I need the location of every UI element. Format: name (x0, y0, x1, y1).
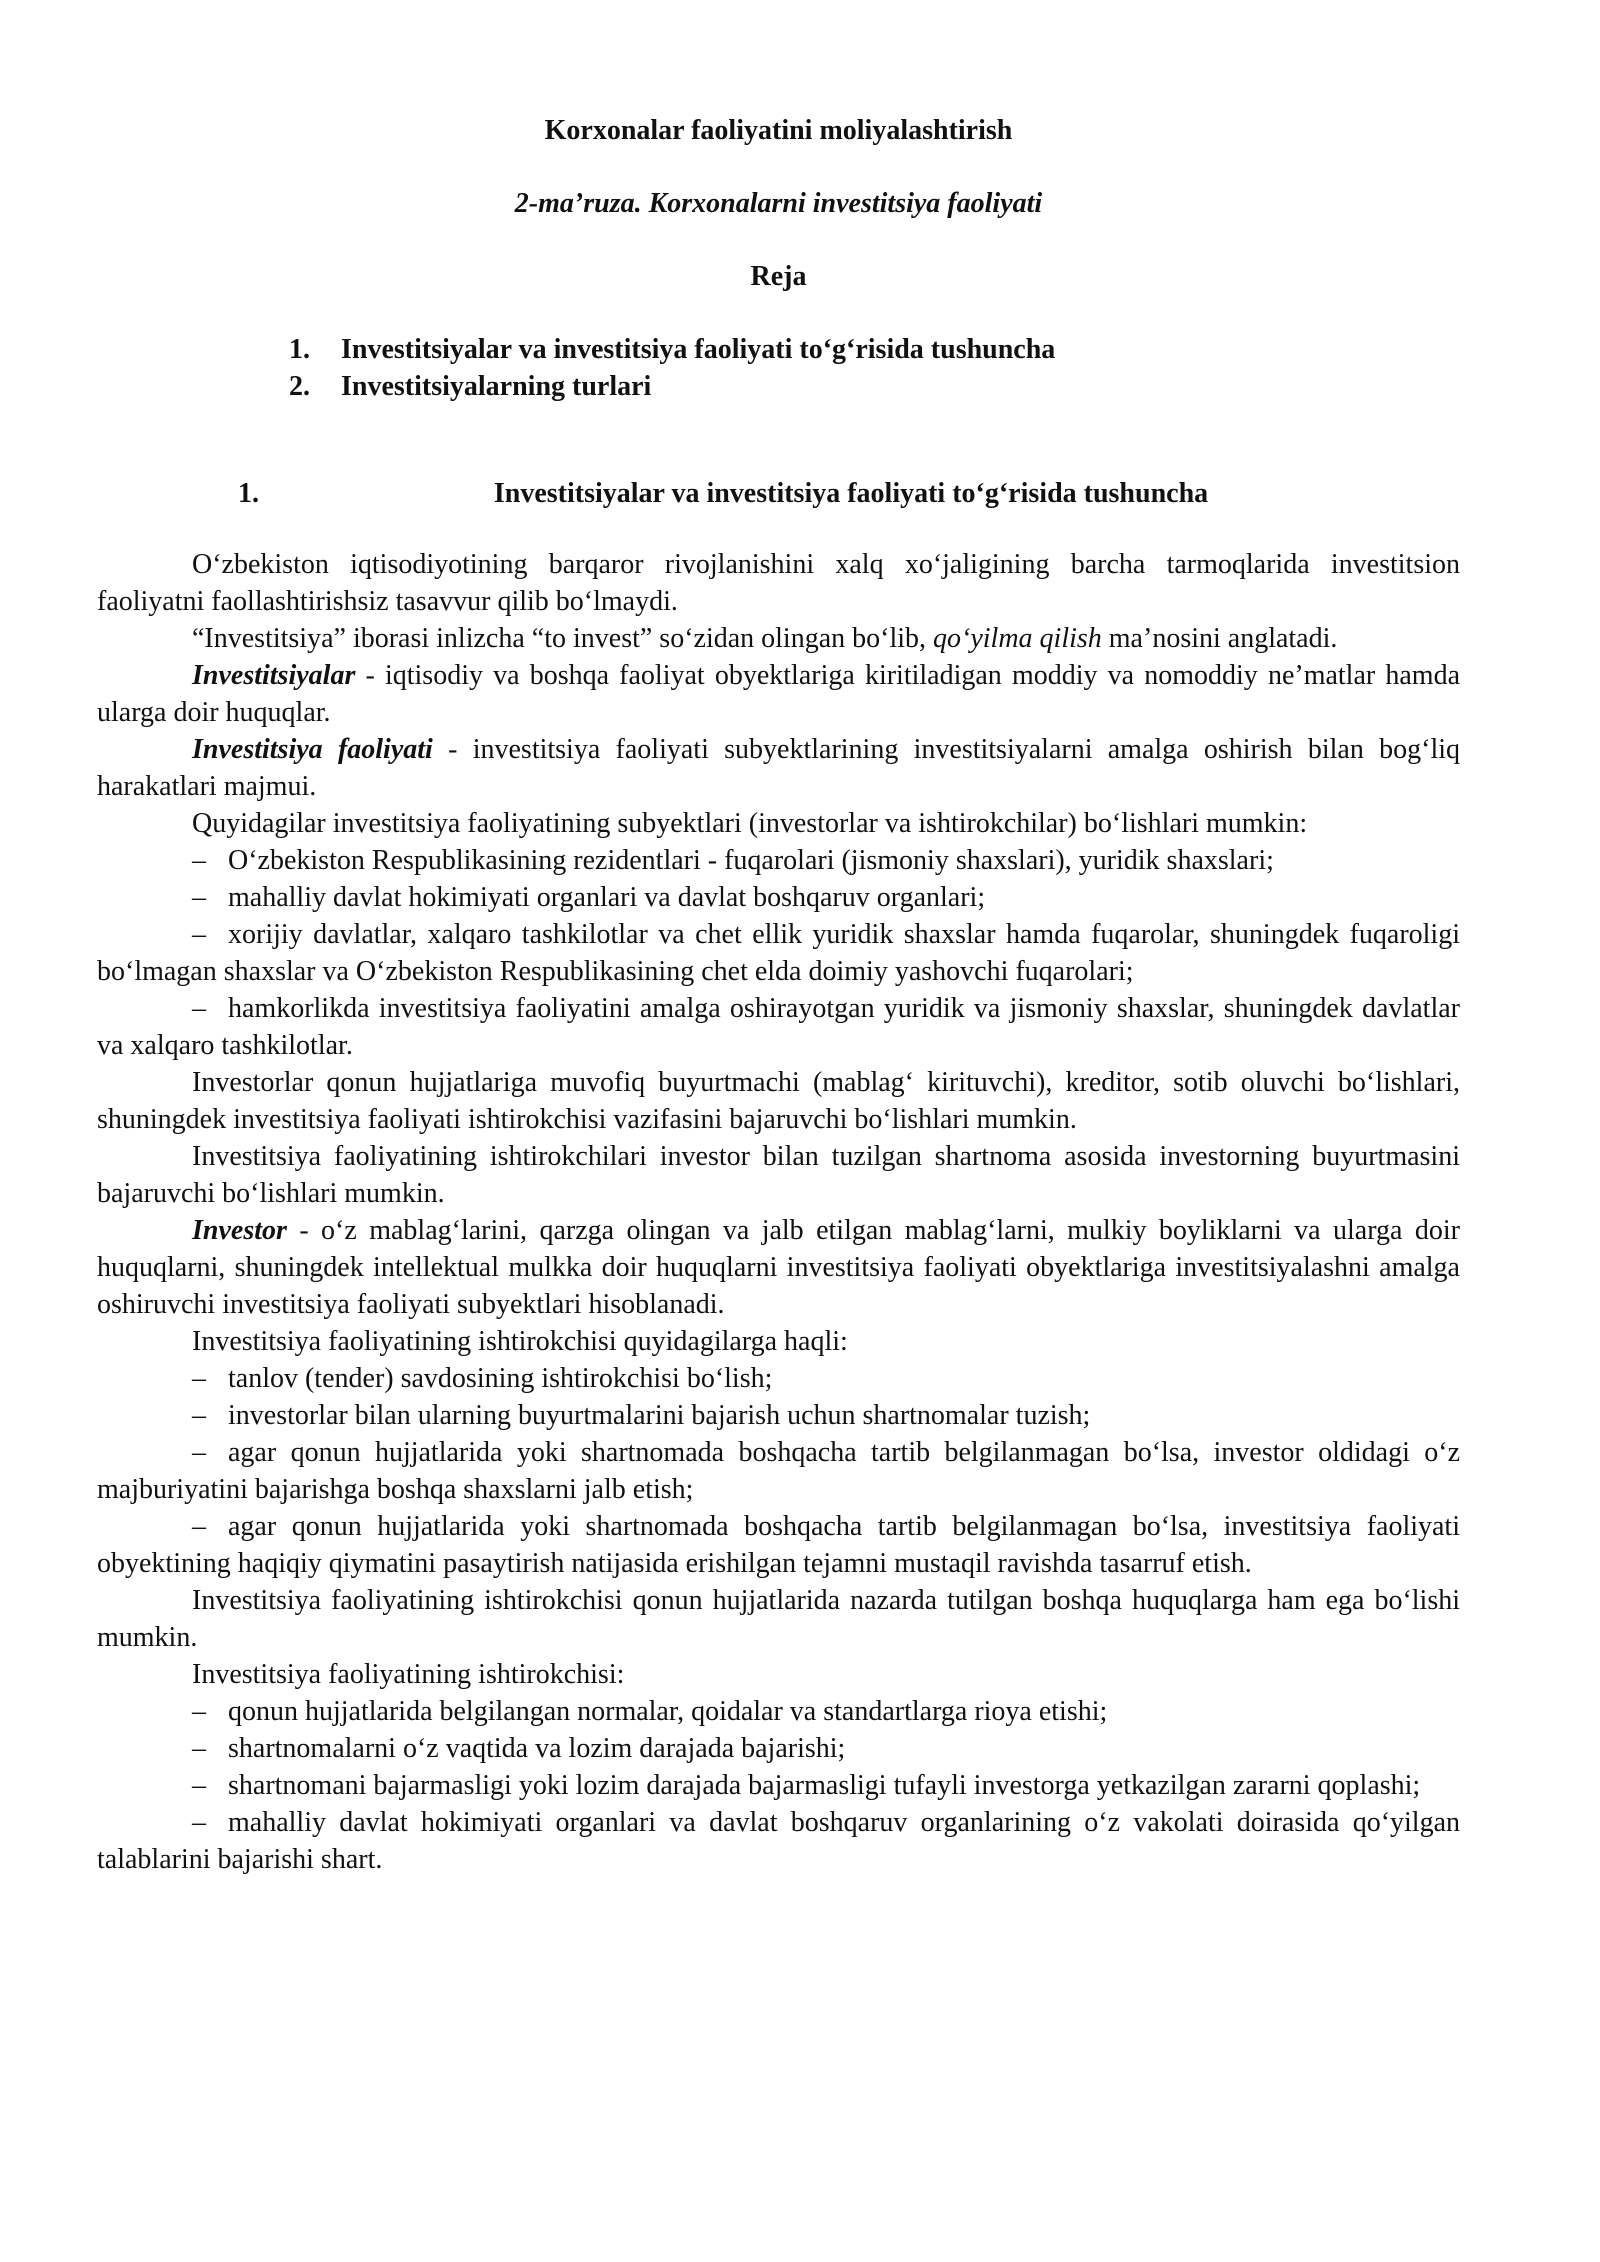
dash-marker: – (192, 993, 206, 1024)
paragraph-text: Investorlar qonun hujjatlariga muvofiq buyurtmachi (mablag‘ kirituvchi), kreditor, sotib oluvchi bo‘lishlari, shuningdek investitsiya faoliyati ishtirokchisi vazifasini bajaruvchi bo‘lishlari mumkin. (97, 1067, 1460, 1135)
dash-marker: – (192, 1696, 206, 1727)
paragraph-text: Investitsiya faoliyatining ishtirokchilari investor bilan tuzilgan shartnoma asosida investorning buyurtmasini bajaruvchi bo‘lishlari mumkin. (97, 1141, 1460, 1209)
plan-item-text: Investitsiyalar va investitsiya faoliyati to‘g‘risida tushuncha (341, 334, 1056, 365)
section-number: 1. (238, 478, 259, 509)
list-item-text: O‘zbekiston Respublikasining rezidentlari - fuqarolari (jismoniy shaxslari), yuridik shaxslari; (228, 845, 1274, 876)
definition-text: - investitsiya faoliyati subyektlarining investitsiyalarni amalga oshirish bilan bog‘liq harakatlari majmui. (97, 734, 1461, 802)
dash-marker: – (192, 1511, 206, 1542)
plan-list (97, 331, 1460, 405)
paragraph-text: ma’nosini anglatadi. (1101, 623, 1338, 654)
list-item-text: mahalliy davlat hokimiyati organlari va davlat boshqaruv organlari; (228, 882, 986, 913)
dash-marker: – (192, 1400, 206, 1431)
list-item (97, 1804, 1460, 1878)
paragraph (97, 1582, 1460, 1656)
list-item (97, 1693, 1460, 1730)
list-item (97, 842, 1460, 879)
dash-marker: – (192, 919, 206, 950)
plan-item (289, 368, 1460, 405)
paragraph (97, 620, 1460, 657)
paragraph-text: Quyidagilar investitsiya faoliyatining subyektlari (investorlar va ishtirokchilar) bo‘lishlari mumkin: (192, 808, 1308, 839)
paragraph-text: Investitsiya faoliyatining ishtirokchisi: (192, 1659, 625, 1690)
list-item (97, 916, 1460, 990)
paragraph (97, 546, 1460, 620)
lecture-subtitle: 2-ma’ruza. Korxonalarni investitsiya faoliyati (514, 188, 1043, 219)
paragraph-text: Investitsiya faoliyatining ishtirokchisi qonun hujjatlarida nazarda tutilgan boshqa huquqlarga ham ega bo‘lishi mumkin. (97, 1585, 1460, 1653)
list-item (97, 1767, 1460, 1804)
list-item-text: mahalliy davlat hokimiyati organlari va davlat boshqaruv organlarining o‘z vakolati doirasida qo‘yilgan talablarini bajarishi shart. (97, 1807, 1460, 1875)
list-item-text: shartnomani bajarmasligi yoki lozim darajada bajarmasligi tufayli investorga yetkazilgan zararni qoplashi; (228, 1770, 1421, 1801)
defined-term: Investitsiya faoliyati (192, 734, 433, 765)
paragraph (97, 1323, 1460, 1360)
plan-heading: Reja (750, 261, 807, 292)
dash-marker: – (192, 1770, 206, 1801)
paragraph (97, 805, 1460, 842)
dash-marker: – (192, 1363, 206, 1394)
italic-term: qo‘yilma qilish (933, 623, 1102, 654)
list-item-text: hamkorlikda investitsiya faoliyatini amalga oshirayotgan yuridik va jismoniy shaxslar, shuningdek davlatlar va xalqaro tashkilotlar. (97, 993, 1460, 1061)
document-body (97, 546, 1460, 1878)
plan-item-text: Investitsiyalarning turlari (341, 371, 652, 402)
paragraph (97, 1656, 1460, 1693)
dash-marker: – (192, 1733, 206, 1764)
list-item (97, 1397, 1460, 1434)
list-item-text: agar qonun hujjatlarida yoki shartnomada boshqacha tartib belgilanmagan bo‘lsa, investitsiya faoliyati obyektining haqiqiy qiymatini pasaytirish natijasida erishilgan tejamni mustaqil ravishda tasarruf etish. (97, 1511, 1460, 1579)
list-item-text: tanlov (tender) savdosining ishtirokchisi bo‘lish; (228, 1363, 773, 1394)
definition-paragraph (97, 657, 1460, 731)
paragraph (97, 1138, 1460, 1212)
plan-item (289, 331, 1460, 368)
definition-paragraph (97, 731, 1460, 805)
document-title: Korxonalar faoliyatini moliyalashtirish (544, 115, 1013, 146)
section-title: Investitsiyalar va investitsiya faoliyati to‘g‘risida tushuncha (493, 478, 1209, 509)
paragraph-text: O‘zbekiston iqtisodiyotining barqaror rivojlanishini xalq xo‘jaligining barcha tarmoqlarida investitsion faoliyatni faollashtirishsiz tasavvur qilib bo‘lmaydi. (97, 549, 1460, 617)
dash-marker: – (192, 1807, 206, 1838)
list-item (97, 1434, 1460, 1508)
paragraph (97, 1064, 1460, 1138)
dash-marker: – (192, 1437, 206, 1468)
list-item (97, 1730, 1460, 1767)
section-heading (97, 475, 1460, 512)
definition-text: - o‘z mablag‘larini, qarzga olingan va jalb etilgan mablag‘larni, mulkiy boyliklarni va ularga doir huquqlarni, shuningdek intellektual mulkka doir huquqlarni investitsiya faoliyati obyektlariga investitsiyalashni amalga oshiruvchi investitsiya faoliyati subyektlari hisoblanadi. (97, 1215, 1460, 1320)
document-content (97, 112, 1460, 1878)
list-item-text: investorlar bilan ularning buyurtmalarini bajarish uchun shartnomalar tuzish; (228, 1400, 1091, 1431)
list-item (97, 990, 1460, 1064)
defined-term: Investitsiyalar (192, 660, 356, 691)
plan-item-number: 2. (289, 371, 310, 402)
definition-text: - iqtisodiy va boshqa faoliyat obyektlariga kiritiladigan moddiy va nomoddiy ne’matlar hamda ularga doir huquqlar. (97, 660, 1460, 728)
list-item-text: shartnomalarni o‘z vaqtida va lozim darajada bajarishi; (228, 1733, 846, 1764)
list-item-text: xorijiy davlatlar, xalqaro tashkilotlar va chet ellik yuridik shaxslar hamda fuqarolar, shuningdek fuqaroligi bo‘lmagan shaxslar va O‘zbekiston Respublikasining chet elda doimiy yashovchi fuqarolari; (97, 919, 1460, 987)
list-item-text: agar qonun hujjatlarida yoki shartnomada boshqacha tartib belgilanmagan bo‘lsa, investor oldidagi o‘z majburiyatini bajarishga boshqa shaxslarni jalb etish; (97, 1437, 1460, 1505)
defined-term: Investor (192, 1215, 287, 1246)
list-item-text: qonun hujjatlarida belgilangan normalar, qoidalar va standartlarga rioya etishi; (228, 1696, 1108, 1727)
list-item (97, 1508, 1460, 1582)
dash-marker: – (192, 845, 206, 876)
list-item (97, 1360, 1460, 1397)
plan-item-number: 1. (289, 334, 310, 365)
dash-marker: – (192, 882, 206, 913)
list-item (97, 879, 1460, 916)
definition-paragraph (97, 1212, 1460, 1323)
paragraph-text: Investitsiya faoliyatining ishtirokchisi quyidagilarga haqli: (192, 1326, 848, 1357)
paragraph-text: “Investitsiya” iborasi inlizcha “to invest” so‘zidan olingan bo‘lib, (192, 623, 934, 654)
